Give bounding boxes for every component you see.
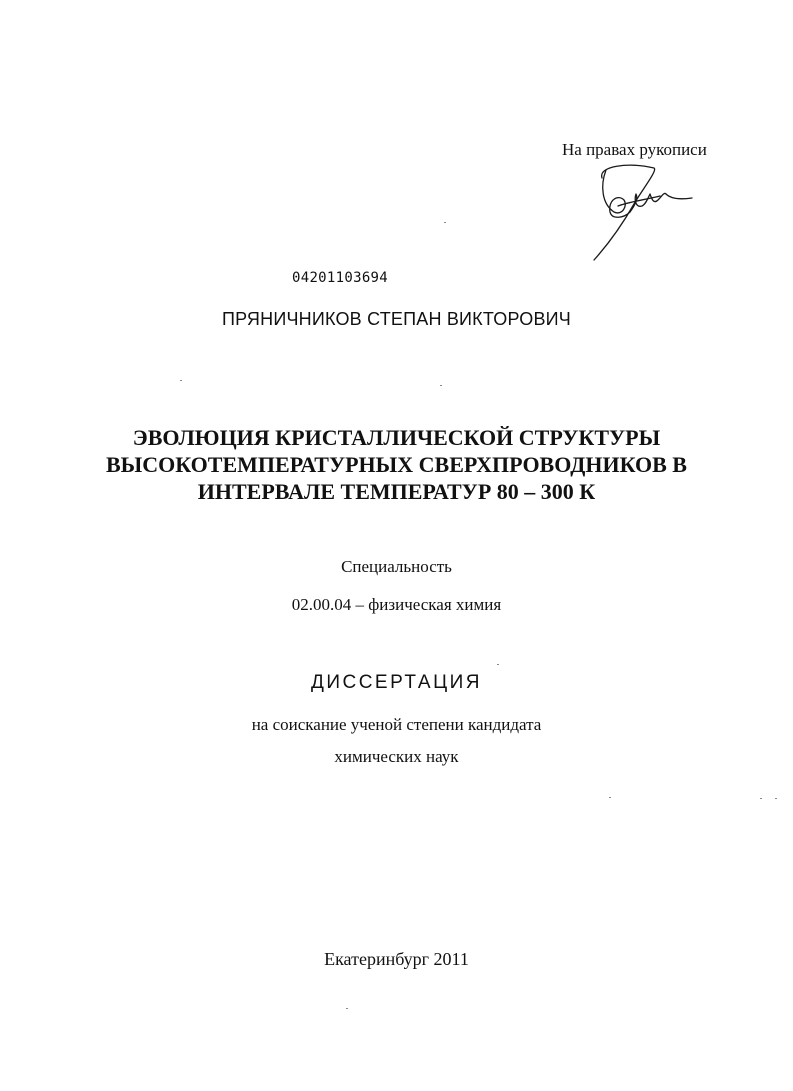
degree-line: на соискание ученой степени кандидата bbox=[251, 715, 542, 734]
title-line: ЭВОЛЮЦИЯ КРИСТАЛЛИЧЕСКОЙ СТРУКТУРЫ bbox=[132, 425, 661, 450]
scan-speck bbox=[440, 385, 442, 386]
scan-speck bbox=[180, 380, 182, 381]
scan-speck bbox=[497, 664, 499, 665]
document-type: ДИССЕРТАЦИЯ bbox=[310, 672, 483, 693]
scan-speck bbox=[775, 798, 777, 799]
scan-speck bbox=[444, 222, 446, 223]
manuscript-note: На правах рукописи bbox=[562, 140, 707, 159]
city-year: Екатеринбург 2011 bbox=[324, 949, 469, 969]
specialty-label: Специальность bbox=[341, 557, 452, 576]
dissertation-title bbox=[0, 424, 793, 505]
scan-speck bbox=[760, 798, 762, 799]
author-name: ПРЯНИЧНИКОВ СТЕПАН ВИКТОРОВИЧ bbox=[221, 309, 572, 329]
handwritten-signature-icon bbox=[588, 160, 698, 265]
archive-number: 04201103694 bbox=[292, 270, 389, 286]
title-line: ИНТЕРВАЛЕ ТЕМПЕРАТУР 80 – 300 К bbox=[197, 479, 596, 504]
scan-speck bbox=[346, 1008, 348, 1009]
scan-speck bbox=[609, 797, 611, 798]
specialty-value: 02.00.04 – физическая химия bbox=[291, 595, 502, 614]
field-line: химических наук bbox=[334, 747, 459, 766]
title-line: ВЫСОКОТЕМПЕРАТУРНЫХ СВЕРХПРОВОДНИКОВ В bbox=[106, 452, 687, 477]
